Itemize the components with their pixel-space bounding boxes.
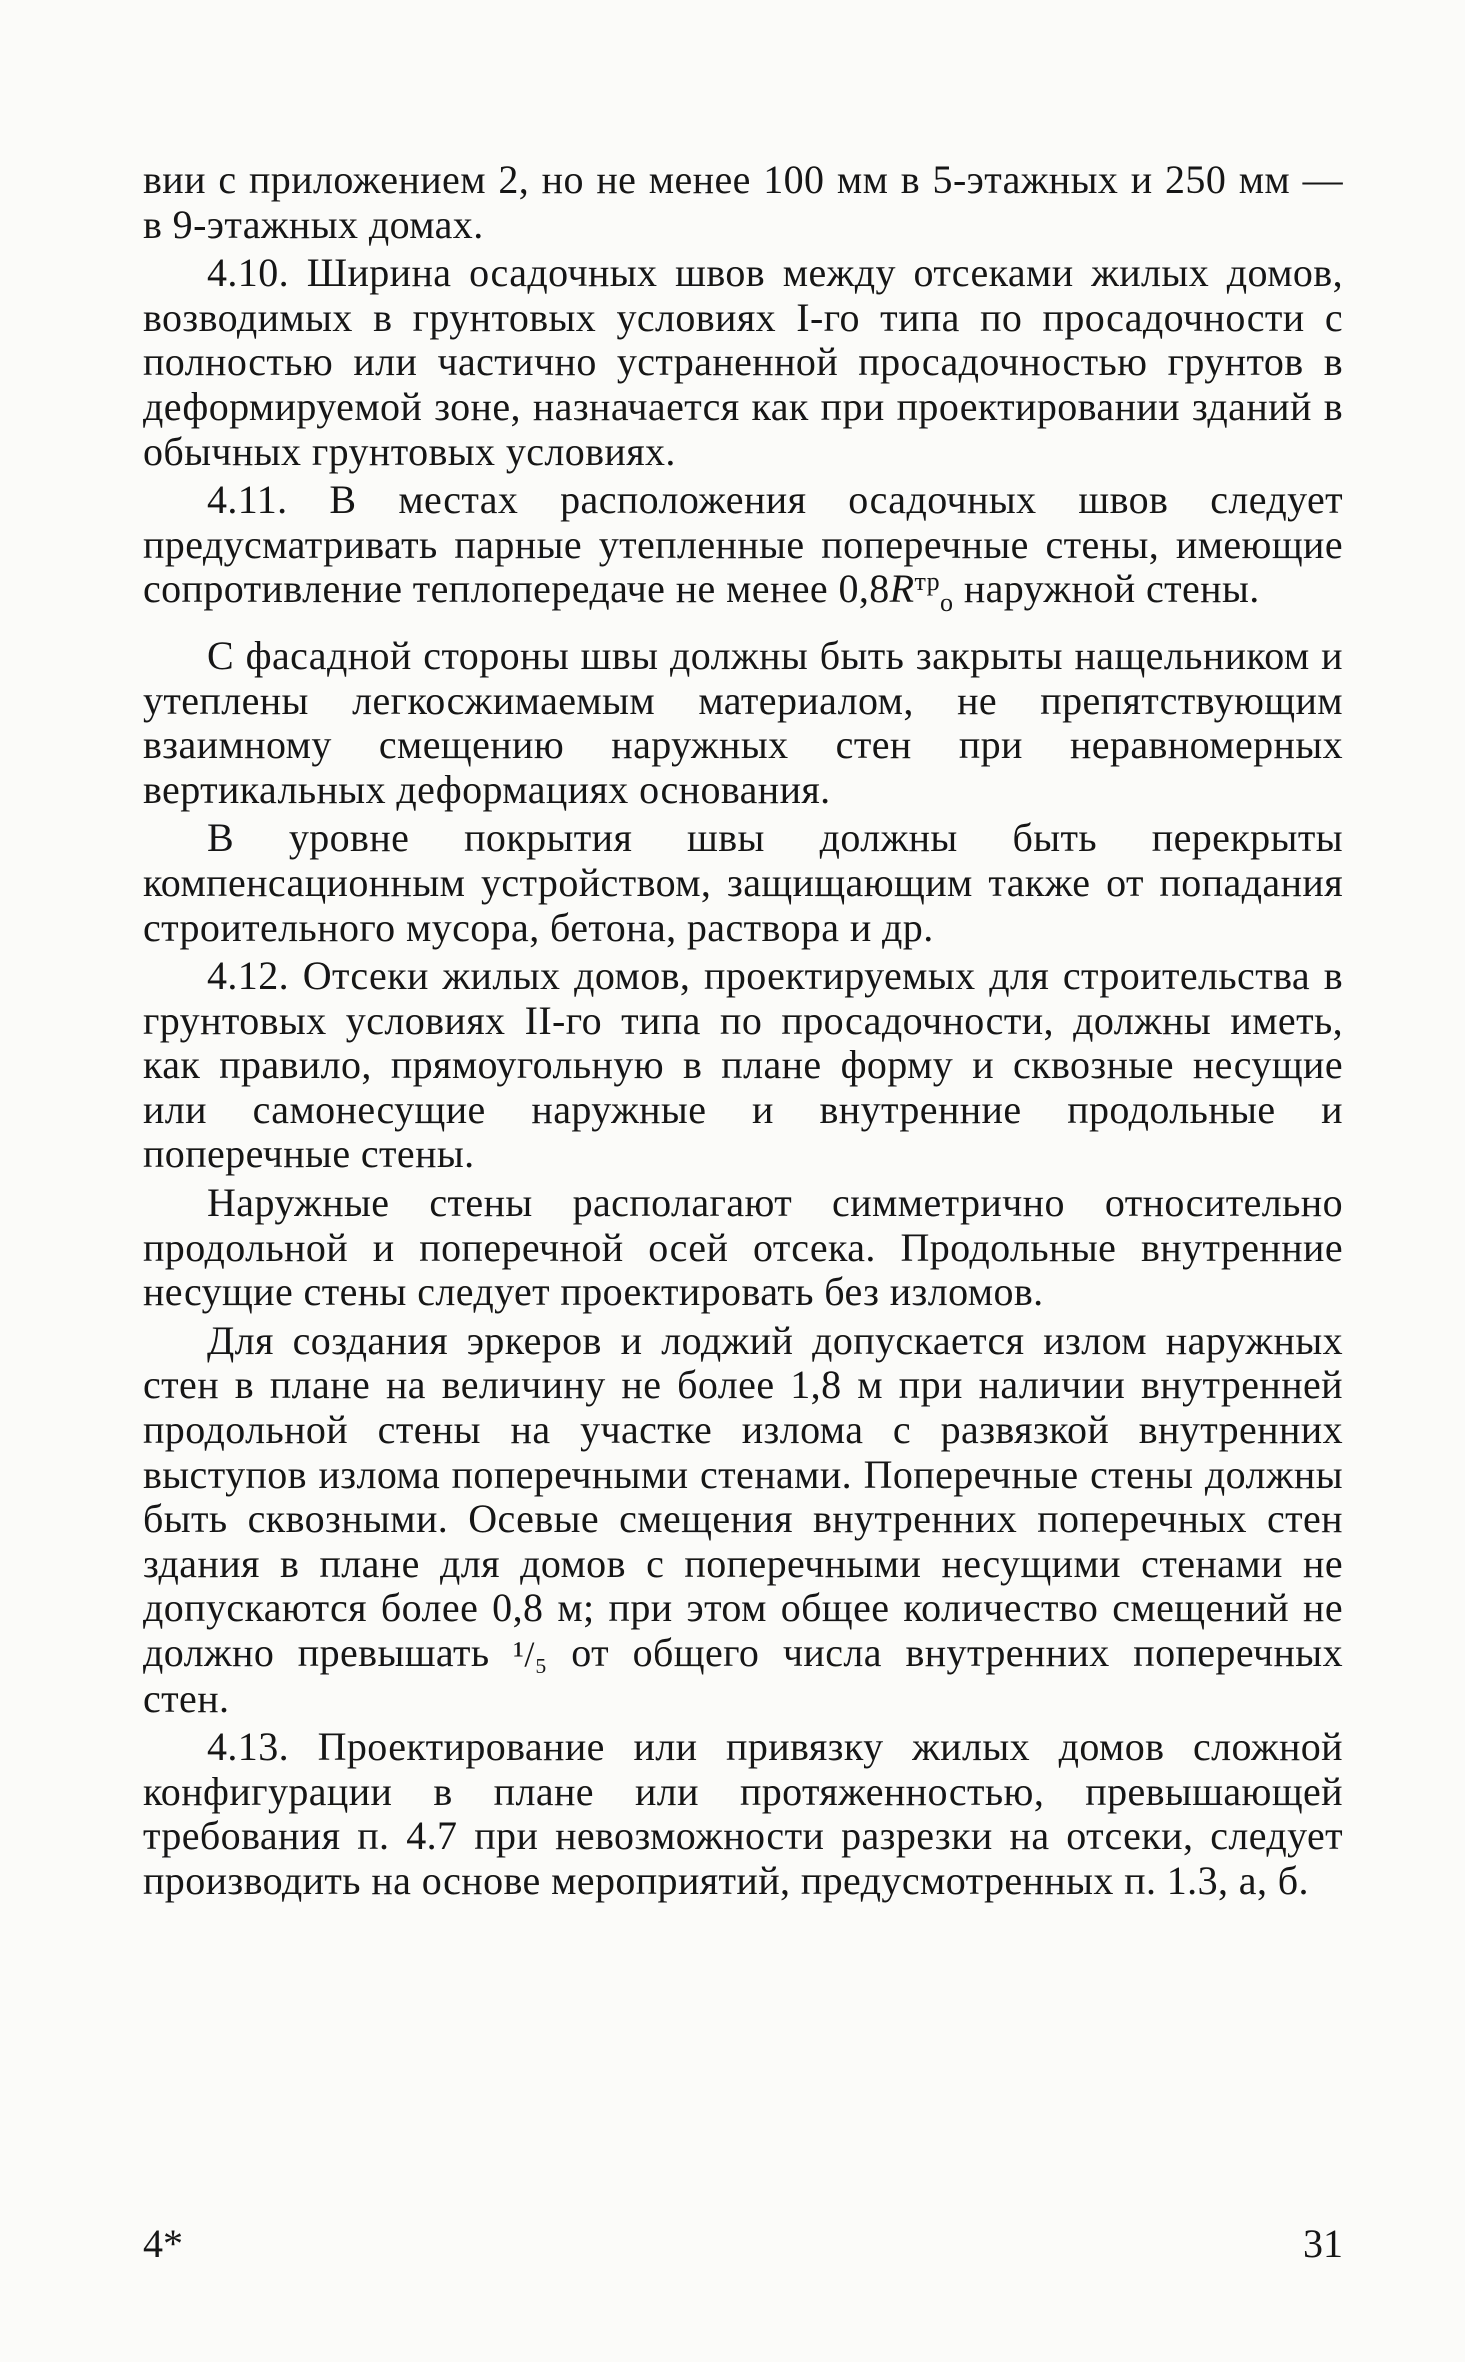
paragraph-facade-seams: С фасадной стороны швы должны быть закрыты нащельником и утеплены легкосжимаемым материалом, не препятствующим взаимному смещению наружных стен при неравномерных вертикальных деформациях основания. xyxy=(143,632,1343,812)
paragraph-4-11 xyxy=(143,478,1343,626)
resistance-subscript: о xyxy=(940,588,954,618)
fraction-one-fifth: ¹/₅ xyxy=(513,1634,548,1674)
paragraph-4-11-text: 4.11. В местах расположения осадочных швов следует предусматривать парные утепленные поперечные стены, имеющие сопротивление теплопередаче не менее 0,8 xyxy=(143,477,1343,612)
resistance-symbol: R xyxy=(889,566,915,612)
paragraph-bay-windows-tail: от общего числа внутренних поперечных стен. xyxy=(143,1630,1343,1721)
paragraph-4-10: 4.10. Ширина осадочных швов между отсеками жилых домов, возводимых в грунтовых условиях I-го типа по просадочности с полностью или частично устраненной просадочностью грунтов в деформируемой зоне, назначается как при проектировании зданий в обычных грунтовых условиях. xyxy=(143,250,1343,474)
paragraph-bay-windows-text: Для создания эркеров и лоджий допускается излом наружных стен в плане на величину не более 1,8 м при наличии внутренней продольной стены на участке излома с развязкой внутренних выступов излома поперечными стенами. Поперечные стены должны быть сквозными. Осевые смещения внутренних поперечных стен здания в плане для домов с поперечными несущими стенами не допускаются более 0,8 м; при этом общее количество смещений не должно превышать xyxy=(143,1317,1343,1675)
resistance-superscript: тр xyxy=(914,567,940,597)
paragraph-continuation: вии с приложением 2, но не менее 100 мм в 5-этажных и 250 мм — в 9-этажных домах. xyxy=(143,157,1343,247)
page-number: 31 xyxy=(1303,2221,1343,2266)
paragraph-4-13: 4.13. Проектирование или привязку жилых домов сложной конфигурации в плане или протяженностью, превышающей требования п. 4.7 при невозможности разрезки на отсеки, следует производить на основе мероприятий, предусмотренных п. 1.3, а, б. xyxy=(143,1724,1343,1903)
body-text xyxy=(143,158,1343,1908)
paragraph-4-11-tail: наружной стены. xyxy=(963,566,1260,612)
paragraph-roof-seams: В уровне покрытия швы должны быть перекрыты компенсационным устройством, защищающим также от попадания строительного мусора, бетона, раствора и др. xyxy=(143,815,1343,950)
paragraph-outer-walls: Наружные стены располагают симметрично относительно продольной и поперечной осей отсека. Продольные внутренние несущие стены следует проектировать без изломов. xyxy=(143,1180,1343,1315)
page-footer xyxy=(143,2220,1343,2267)
paragraph-4-12: 4.12. Отсеки жилых домов, проектируемых для строительства в грунтовых условиях II-го типа по просадочности, должны иметь, как правило, прямоугольную в плане форму и сквозные несущие или самонесущие наружные и внутренние продольные и поперечные стены. xyxy=(143,953,1343,1177)
paragraph-bay-windows xyxy=(143,1319,1343,1721)
signature-mark: 4* xyxy=(143,2221,183,2266)
